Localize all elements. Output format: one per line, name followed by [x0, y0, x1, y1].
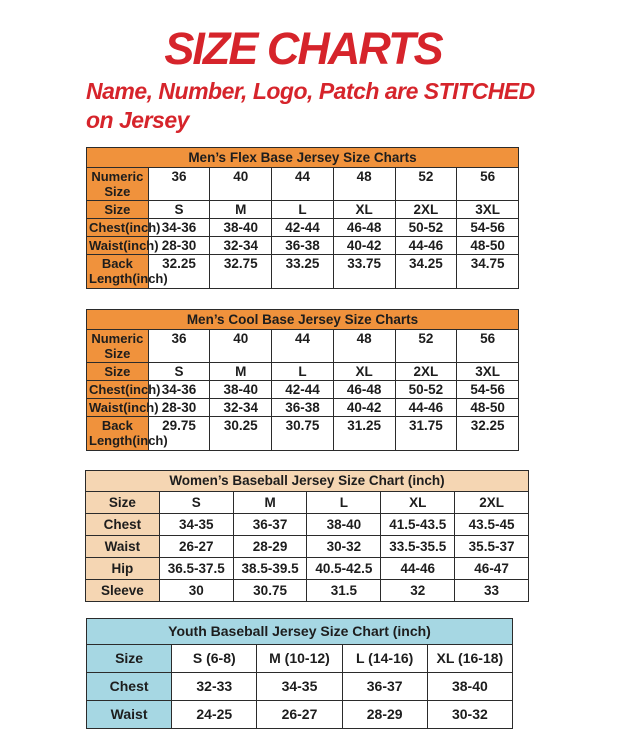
size-value-cell: 31.25 — [333, 416, 395, 450]
size-value-cell: S — [159, 491, 233, 513]
size-value-cell: 34-36 — [148, 380, 210, 398]
size-value-cell: 30.75 — [272, 416, 334, 450]
size-value-cell: 32 — [381, 579, 455, 601]
size-value-cell: 33.25 — [272, 254, 334, 288]
size-value-cell: L — [272, 200, 334, 218]
size-value-cell: 48 — [333, 329, 395, 362]
size-value-cell: 56 — [457, 329, 519, 362]
table-row — [86, 491, 529, 513]
size-value-cell: XL — [381, 491, 455, 513]
size-value-cell: 32.75 — [210, 254, 272, 288]
size-value-cell: 42-44 — [272, 218, 334, 236]
table-row — [87, 329, 519, 362]
row-label: Size — [86, 491, 160, 513]
size-value-cell: 40-42 — [333, 398, 395, 416]
size-value-cell: S (6-8) — [172, 644, 257, 672]
size-value-cell: M (10-12) — [257, 644, 342, 672]
size-value-cell: S — [148, 362, 210, 380]
size-value-cell: 56 — [457, 167, 519, 200]
size-value-cell: L — [307, 491, 381, 513]
size-value-cell: 40-42 — [333, 236, 395, 254]
size-table-womens-baseball — [85, 470, 638, 602]
size-value-cell: M — [210, 362, 272, 380]
size-value-cell: 48-50 — [457, 236, 519, 254]
size-value-cell: 36-37 — [342, 672, 427, 700]
size-value-cell: L (14-16) — [342, 644, 427, 672]
size-value-cell: 48-50 — [457, 398, 519, 416]
table-row — [87, 200, 519, 218]
size-value-cell: XL (16-18) — [427, 644, 512, 672]
row-label: Sleeve — [86, 579, 160, 601]
row-label: Waist(inch) — [87, 398, 149, 416]
subtitle-line-1: Name, Number, Logo, Patch are STITCHED — [86, 78, 535, 104]
row-label: Hip — [86, 557, 160, 579]
size-value-cell: 29.75 — [148, 416, 210, 450]
size-value-cell: 35.5-37 — [455, 535, 529, 557]
size-value-cell: 33.75 — [333, 254, 395, 288]
table-row — [87, 672, 513, 700]
size-value-cell: 28-30 — [148, 236, 210, 254]
size-value-cell: 50-52 — [395, 218, 457, 236]
size-table-youth-baseball — [86, 618, 638, 729]
size-table — [86, 309, 519, 451]
table-row — [87, 398, 519, 416]
table-row — [87, 236, 519, 254]
size-value-cell: M — [210, 200, 272, 218]
size-table — [86, 618, 513, 729]
row-label: Waist — [86, 535, 160, 557]
size-value-cell: 30.75 — [233, 579, 307, 601]
page-title: SIZE CHARTS — [164, 23, 442, 74]
table-row — [87, 362, 519, 380]
table-row — [86, 513, 529, 535]
size-value-cell: 2XL — [395, 200, 457, 218]
size-value-cell: 36 — [148, 167, 210, 200]
size-value-cell: 32-34 — [210, 398, 272, 416]
table-title: Men’s Cool Base Jersey Size Charts — [87, 309, 519, 329]
size-value-cell: 52 — [395, 167, 457, 200]
size-value-cell: 40 — [210, 167, 272, 200]
subtitle-line-2: on Jersey — [86, 106, 189, 133]
size-value-cell: 54-56 — [457, 218, 519, 236]
size-value-cell: 32.25 — [148, 254, 210, 288]
size-value-cell: M — [233, 491, 307, 513]
size-value-cell: 41.5-43.5 — [381, 513, 455, 535]
table-row — [87, 254, 519, 288]
size-value-cell: 38-40 — [210, 380, 272, 398]
size-value-cell: 34-35 — [159, 513, 233, 535]
size-value-cell: 44-46 — [395, 236, 457, 254]
table-row — [86, 557, 529, 579]
size-value-cell: 38-40 — [210, 218, 272, 236]
size-value-cell: 50-52 — [395, 380, 457, 398]
table-title: Women’s Baseball Jersey Size Chart (inch) — [86, 470, 529, 491]
page-subtitle — [86, 77, 556, 135]
size-value-cell: 52 — [395, 329, 457, 362]
size-table-mens-flex-base — [86, 147, 638, 289]
size-value-cell: 36-38 — [272, 398, 334, 416]
table-row — [87, 644, 513, 672]
row-label: Chest — [86, 513, 160, 535]
size-table — [85, 470, 529, 602]
size-value-cell: 44 — [272, 329, 334, 362]
size-value-cell: 2XL — [455, 491, 529, 513]
row-label: Numeric Size — [87, 329, 149, 362]
size-value-cell: 38-40 — [307, 513, 381, 535]
size-value-cell: 48 — [333, 167, 395, 200]
size-value-cell: S — [148, 200, 210, 218]
size-value-cell: 31.75 — [395, 416, 457, 450]
row-label: Waist(inch) — [87, 236, 149, 254]
table-title: Youth Baseball Jersey Size Chart (inch) — [87, 618, 513, 644]
size-value-cell: 34-36 — [148, 218, 210, 236]
size-value-cell: 2XL — [395, 362, 457, 380]
size-value-cell: 26-27 — [159, 535, 233, 557]
size-value-cell: 40 — [210, 329, 272, 362]
row-label: Chest(inch) — [87, 380, 149, 398]
size-value-cell: 31.5 — [307, 579, 381, 601]
size-value-cell: 34.25 — [395, 254, 457, 288]
size-value-cell: 30-32 — [427, 700, 512, 728]
size-value-cell: 24-25 — [172, 700, 257, 728]
row-label: Size — [87, 644, 172, 672]
table-row — [87, 380, 519, 398]
size-value-cell: 36.5-37.5 — [159, 557, 233, 579]
size-value-cell: 26-27 — [257, 700, 342, 728]
size-value-cell: 34.75 — [457, 254, 519, 288]
size-value-cell: 32.25 — [457, 416, 519, 450]
size-value-cell: 30 — [159, 579, 233, 601]
size-value-cell: 32-34 — [210, 236, 272, 254]
size-value-cell: 40.5-42.5 — [307, 557, 381, 579]
size-value-cell: 38-40 — [427, 672, 512, 700]
size-value-cell: 36-38 — [272, 236, 334, 254]
size-value-cell: 33 — [455, 579, 529, 601]
row-label: Back Length(inch) — [87, 416, 149, 450]
row-label: Size — [87, 200, 149, 218]
table-row — [87, 700, 513, 728]
table-row — [86, 535, 529, 557]
size-value-cell: 46-47 — [455, 557, 529, 579]
size-value-cell: 38.5-39.5 — [233, 557, 307, 579]
row-label: Numeric Size — [87, 167, 149, 200]
size-value-cell: 43.5-45 — [455, 513, 529, 535]
size-value-cell: 54-56 — [457, 380, 519, 398]
size-value-cell: 46-48 — [333, 218, 395, 236]
row-label: Back Length(inch) — [87, 254, 149, 288]
size-value-cell: 3XL — [457, 200, 519, 218]
table-row — [87, 218, 519, 236]
size-value-cell: 36 — [148, 329, 210, 362]
table-row — [87, 167, 519, 200]
size-value-cell: 36-37 — [233, 513, 307, 535]
size-value-cell: 34-35 — [257, 672, 342, 700]
size-value-cell: XL — [333, 200, 395, 218]
table-row — [87, 416, 519, 450]
row-label: Waist — [87, 700, 172, 728]
size-table — [86, 147, 519, 289]
size-value-cell: 44 — [272, 167, 334, 200]
size-value-cell: 44-46 — [395, 398, 457, 416]
row-label: Chest — [87, 672, 172, 700]
size-value-cell: 28-29 — [342, 700, 427, 728]
size-table-mens-cool-base — [86, 309, 638, 451]
table-title: Men’s Flex Base Jersey Size Charts — [87, 147, 519, 167]
size-value-cell: 46-48 — [333, 380, 395, 398]
size-value-cell: 28-29 — [233, 535, 307, 557]
size-value-cell: 30-32 — [307, 535, 381, 557]
size-value-cell: 30.25 — [210, 416, 272, 450]
size-value-cell: 33.5-35.5 — [381, 535, 455, 557]
size-value-cell: 3XL — [457, 362, 519, 380]
size-value-cell: 28-30 — [148, 398, 210, 416]
size-value-cell: 42-44 — [272, 380, 334, 398]
row-label: Chest(inch) — [87, 218, 149, 236]
size-value-cell: 44-46 — [381, 557, 455, 579]
row-label: Size — [87, 362, 149, 380]
size-value-cell: XL — [333, 362, 395, 380]
size-value-cell: 32-33 — [172, 672, 257, 700]
table-row — [86, 579, 529, 601]
size-value-cell: L — [272, 362, 334, 380]
